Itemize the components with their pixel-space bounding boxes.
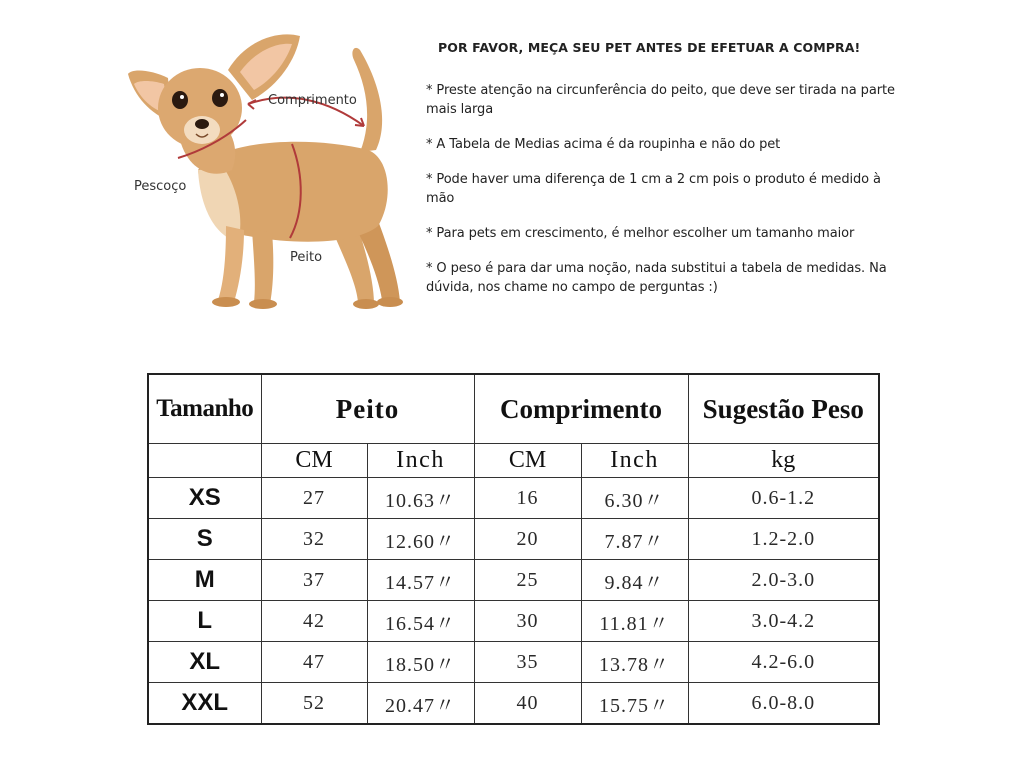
chihuahua-illustration: [128, 30, 428, 320]
table-row: [148, 683, 879, 725]
measurement-notes: [426, 38, 906, 313]
note-growing: * Para pets em crescimento, é melhor escolher um tamanho maior: [426, 226, 855, 241]
header-comprimento: Comprimento: [474, 374, 688, 444]
length-cm-cell: 30: [474, 601, 581, 642]
pescoco-label: Pescoço: [134, 179, 187, 194]
subheader-chest-cm: CM: [261, 444, 367, 478]
table-row: [148, 642, 879, 683]
size-cell: M: [148, 560, 261, 601]
size-cell: XL: [148, 642, 261, 683]
note-difference: * Pode haver uma diferença de 1 cm a 2 cm pois o produto é medido à mão: [426, 172, 881, 206]
table-row: [148, 478, 879, 519]
length-cm-cell: 20: [474, 519, 581, 560]
chest-inch-cell: 20.47〃: [367, 683, 474, 725]
subheader-chest-inch: Inch: [367, 444, 474, 478]
note-chest: * Preste atenção na circunferência do peito, que deve ser tirada na parte mais larga: [426, 83, 895, 117]
chest-inch-cell: 14.57〃: [367, 560, 474, 601]
weight-cell: 2.0-3.0: [688, 560, 879, 601]
subheader-length-inch: Inch: [581, 444, 688, 478]
size-cell: L: [148, 601, 261, 642]
size-chart-table: [147, 373, 880, 725]
header-tamanho: Tamanho: [148, 374, 261, 444]
chest-inch-cell: 18.50〃: [367, 642, 474, 683]
dog-measurement-illustration: [128, 30, 428, 320]
chest-cm-cell: 42: [261, 601, 367, 642]
weight-cell: 0.6-1.2: [688, 478, 879, 519]
chest-cm-cell: 27: [261, 478, 367, 519]
subheader-empty: [148, 444, 261, 478]
length-inch-cell: 13.78〃: [581, 642, 688, 683]
weight-cell: 3.0-4.2: [688, 601, 879, 642]
header-peso: Sugestão Peso: [688, 374, 879, 444]
length-cm-cell: 40: [474, 683, 581, 725]
note-weight: * O peso é para dar uma noção, nada substitui a tabela de medidas. Na dúvida, nos chame no campo de perguntas :): [426, 261, 887, 295]
header-peito: Peito: [261, 374, 474, 444]
chest-inch-cell: 10.63〃: [367, 478, 474, 519]
weight-cell: 4.2-6.0: [688, 642, 879, 683]
chest-cm-cell: 47: [261, 642, 367, 683]
notes-title: POR FAVOR, MEÇA SEU PET ANTES DE EFETUAR A COMPRA!: [438, 40, 861, 55]
chest-cm-cell: 32: [261, 519, 367, 560]
length-inch-cell: 15.75〃: [581, 683, 688, 725]
size-cell: S: [148, 519, 261, 560]
table-row: [148, 519, 879, 560]
note-table-garment: * A Tabela de Medias acima é da roupinha e não do pet: [426, 137, 781, 152]
chest-inch-cell: 16.54〃: [367, 601, 474, 642]
chest-inch-cell: 12.60〃: [367, 519, 474, 560]
length-inch-cell: 11.81〃: [581, 601, 688, 642]
table-row: [148, 560, 879, 601]
length-cm-cell: 16: [474, 478, 581, 519]
peito-label: Peito: [290, 250, 323, 265]
size-cell: XS: [148, 478, 261, 519]
table-subheader-row: [148, 444, 879, 478]
length-inch-cell: 7.87〃: [581, 519, 688, 560]
subheader-kg: kg: [688, 444, 879, 478]
weight-cell: 1.2-2.0: [688, 519, 879, 560]
comprimento-label: Comprimento: [268, 93, 357, 108]
table-row: [148, 601, 879, 642]
length-cm-cell: 35: [474, 642, 581, 683]
size-cell: XXL: [148, 683, 261, 725]
length-cm-cell: 25: [474, 560, 581, 601]
subheader-length-cm: CM: [474, 444, 581, 478]
length-inch-cell: 9.84〃: [581, 560, 688, 601]
weight-cell: 6.0-8.0: [688, 683, 879, 725]
chest-cm-cell: 52: [261, 683, 367, 725]
chest-cm-cell: 37: [261, 560, 367, 601]
table-header-row: [148, 374, 879, 444]
length-inch-cell: 6.30〃: [581, 478, 688, 519]
